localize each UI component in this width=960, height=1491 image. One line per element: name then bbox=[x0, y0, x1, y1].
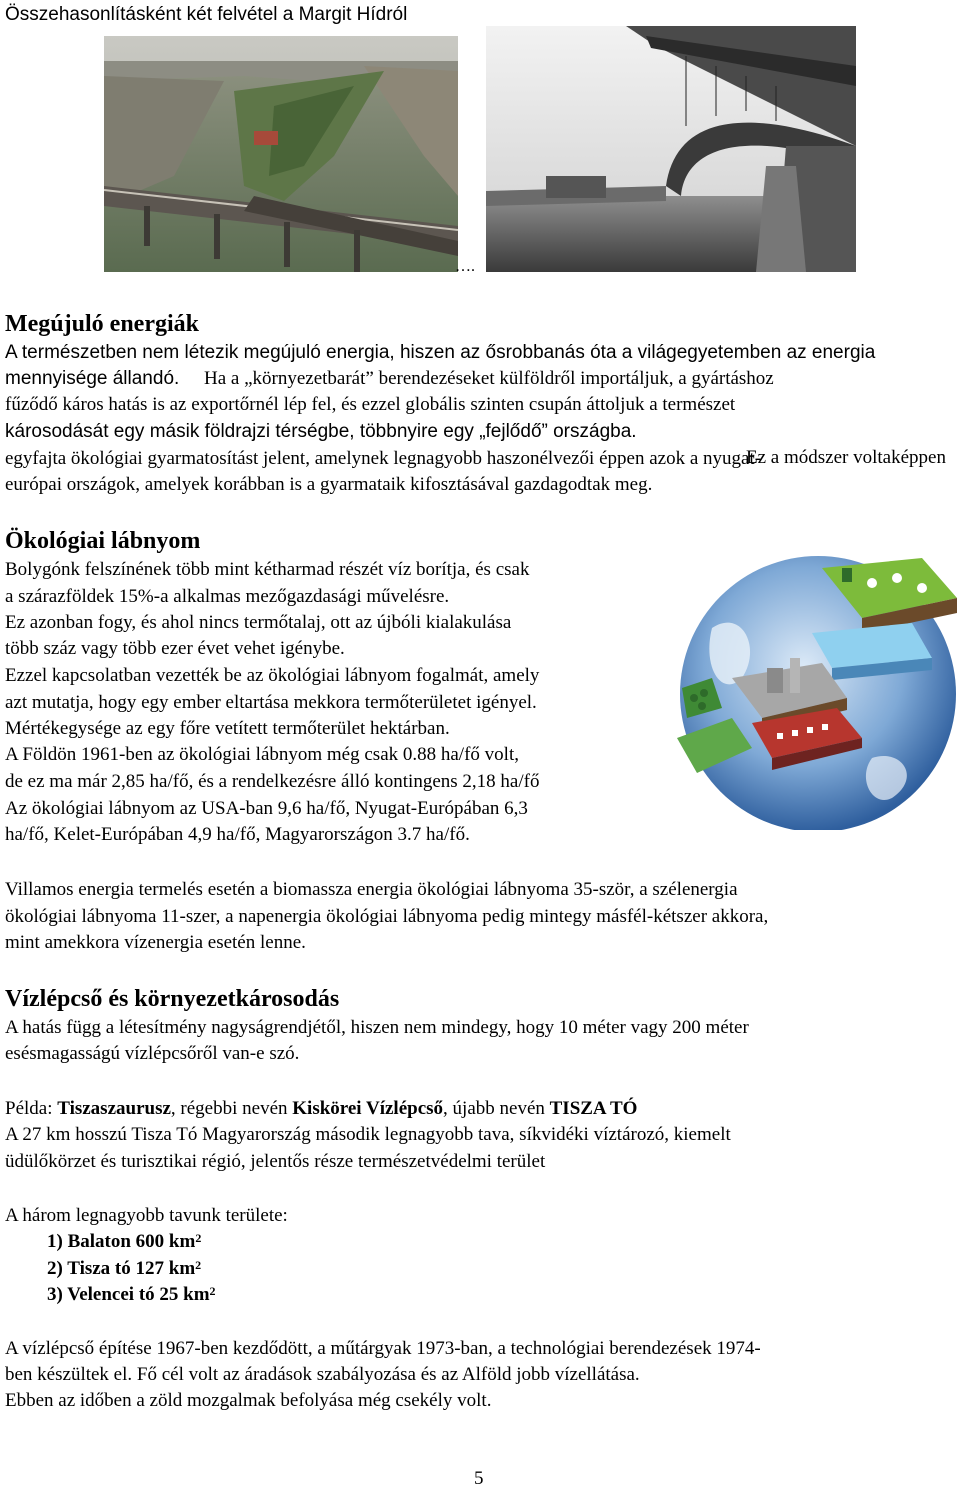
text-line: ha/fő, Kelet-Európában 4,9 ha/fő, Magyarországon 3.7 ha/fő. bbox=[5, 824, 470, 845]
text-line: de ez ma már 2,85 ha/fő, és a rendelkezésre álló kontingens 2,18 ha/fő bbox=[5, 771, 540, 792]
text-line: Mértékegysége az egy főre vetített termőterület hektárban. bbox=[5, 718, 450, 739]
example-name-2: Kiskörei Vízlépcső bbox=[292, 1098, 444, 1119]
ecological-footprint-globe-illustration bbox=[672, 538, 960, 830]
intro-caption: Összehasonlításként két felvétel a Margit Hídról bbox=[5, 4, 408, 25]
lake-unit-sup: 2 bbox=[195, 1231, 202, 1245]
text-line: egyfajta ökológiai gyarmatosítást jelent, amelynek legnagyobb haszonélvezői éppen azok a nyugat- bbox=[5, 448, 762, 469]
text-line: A 27 km hosszú Tisza Tó Magyarország második legnagyobb tava, síkvidéki víztározó, kiemelt bbox=[5, 1124, 731, 1145]
lake-unit-sup: 2 bbox=[195, 1258, 202, 1272]
example-mid-1: , régebbi nevén bbox=[170, 1098, 293, 1119]
text-line: fűződő káros hatás is az exportőrnél lép fel, és ezzel globális szinten csupán áttoljuk a természet bbox=[5, 394, 736, 415]
text-line: Ha a „környezetbarát” berendezéseket külföldről importáljuk, a gyártáshoz bbox=[204, 368, 774, 389]
text-line: Villamos energia termelés esetén a biomassza energia ökológiai lábnyoma 35-ször, a szélenergia bbox=[5, 879, 738, 900]
text-line: azt mutatja, hogy egy ember eltartása mekkora termőterületet igényel. bbox=[5, 692, 537, 713]
text-line: ben készültek el. Fő cél volt az áradások szabályozása és az Alföld jobb vízellátása. bbox=[5, 1364, 640, 1385]
section-title-renewable: Megújuló energiák bbox=[5, 311, 199, 337]
text-line: Bolygónk felszínének több mint kétharmad részét víz borítja, és csak bbox=[5, 559, 530, 580]
section-title-footprint: Ökológiai lábnyom bbox=[5, 528, 201, 554]
lake-item bbox=[47, 1229, 201, 1255]
text-line: esésmagasságú vízlépcsőről van-e szó. bbox=[5, 1043, 300, 1064]
photo-dots: …. bbox=[455, 258, 475, 275]
lake-unit-sup: 2 bbox=[209, 1284, 216, 1298]
example-prefix: Példa: bbox=[5, 1098, 58, 1119]
text-line: A természetben nem létezik megújuló energia, hiszen az ősrobbanás óta a világegyetemben az energia bbox=[5, 342, 876, 363]
example-line bbox=[5, 1096, 637, 1122]
text-line: Ez azonban fogy, és ahol nincs termőtalaj, ott az újbóli kialakulása bbox=[5, 612, 512, 633]
bridge-underside-photo bbox=[486, 26, 856, 272]
text-line: a szárazföldek 15%-a alkalmas mezőgazdasági művelésre. bbox=[5, 586, 450, 607]
lake-label: 3) Velencei tó 25 km bbox=[47, 1284, 210, 1305]
lake-label: 2) Tisza tó 127 km bbox=[47, 1258, 196, 1279]
text-line: több száz vagy több ezer évet vehet igénybe. bbox=[5, 638, 345, 659]
text-line: üdülőkörzet és turisztikai régió, jelentős része természetvédelmi terület bbox=[5, 1151, 546, 1172]
lake-item bbox=[47, 1282, 216, 1308]
lakes-intro: A három legnagyobb tavunk területe: bbox=[5, 1205, 288, 1226]
aerial-bridge-photo bbox=[104, 36, 458, 272]
text-line: Ebben az időben a zöld mozgalmak befolyása még csekély volt. bbox=[5, 1390, 492, 1411]
text-line: Az ökológiai lábnyom az USA-ban 9,6 ha/fő, Nyugat-Európában 6,3 bbox=[5, 798, 528, 819]
text-line: A vízlépcső építése 1967-ben kezdődött, a műtárgyak 1973-ban, a technológiai berendezések 1974- bbox=[5, 1338, 761, 1359]
text-line: európai országok, amelyek korábban is a gyarmataik kifosztásával gazdagodtak meg. bbox=[5, 474, 653, 495]
page-number: 5 bbox=[474, 1468, 484, 1489]
example-name-3: TISZA TÓ bbox=[549, 1098, 638, 1119]
text-line: mennyisége állandó. bbox=[5, 368, 180, 389]
text-line: Ez a módszer voltaképpen bbox=[746, 447, 946, 468]
lake-item bbox=[47, 1256, 201, 1282]
text-line: A Földön 1961-ben az ökológiai lábnyom még csak 0.88 ha/fő volt, bbox=[5, 744, 519, 765]
example-name-1: Tiszaszaurusz bbox=[57, 1098, 171, 1119]
lake-label: 1) Balaton 600 km bbox=[47, 1231, 196, 1252]
text-line: mint amekkora vízenergia esetén lenne. bbox=[5, 932, 306, 953]
section-title-dam: Vízlépcső és környezetkárosodás bbox=[5, 986, 340, 1012]
text-line: A hatás függ a létesítmény nagyságrendjétől, hiszen nem mindegy, hogy 10 méter vagy 200 méter bbox=[5, 1017, 749, 1038]
text-line: Ezzel kapcsolatban vezették be az ökológiai lábnyom fogalmát, amely bbox=[5, 665, 540, 686]
text-line: ökológiai lábnyoma 11-szer, a napenergia ökológiai lábnyoma pedig mintegy másfél-kétszer akkora, bbox=[5, 906, 769, 927]
example-mid-2: , újabb nevén bbox=[443, 1098, 550, 1119]
text-line: károsodását egy másik földrajzi térségbe, többnyire egy „fejlődő” országba. bbox=[5, 421, 637, 442]
